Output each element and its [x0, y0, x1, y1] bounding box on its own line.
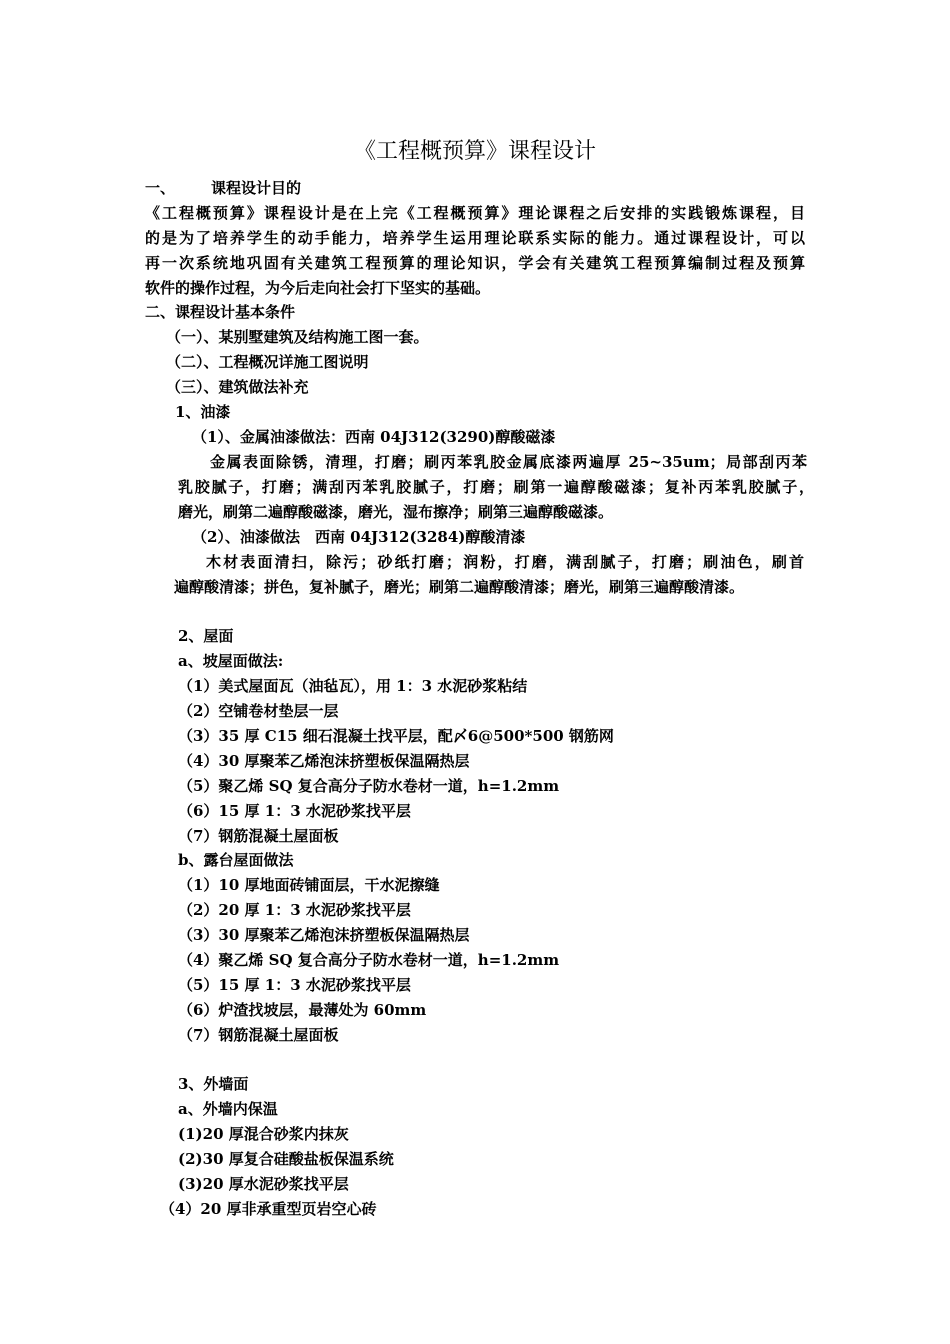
- paragraph-line: 软件的操作过程，为今后走向社会打下坚实的基础。: [145, 279, 491, 297]
- section-number: 一、: [145, 179, 176, 197]
- list-item: （1）美式屋面瓦（油毡瓦），用 1：3 水泥砂浆粘结: [178, 677, 528, 695]
- section-heading: 二、课程设计基本条件: [145, 303, 296, 321]
- page-title: 《工程概预算》课程设计: [353, 139, 596, 164]
- list-item: (2)30 厚复合硅酸盐板保温系统: [178, 1150, 394, 1168]
- list-item: （4）聚乙烯 SQ 复合高分子防水卷材一道，h=1.2mm: [178, 951, 560, 969]
- list-item: （三）、建筑做法补充: [166, 378, 309, 396]
- method-title: b、露台屋面做法: [178, 851, 294, 869]
- subsection-heading: 3、外墙面: [178, 1075, 249, 1093]
- list-item: (3)20 厚水泥砂浆找平层: [178, 1175, 349, 1193]
- list-item: （1）10 厚地面砖铺面层，干水泥擦缝: [178, 876, 440, 894]
- paragraph-line: 磨光，刷第二遍醇酸磁漆，磨光，湿布擦净；刷第三遍醇酸磁漆。: [178, 503, 614, 521]
- list-item: （2）20 厚 1：3 水泥砂浆找平层: [178, 901, 411, 919]
- paragraph-line: 乳胶腻子，打磨；满刮丙苯乳胶腻子，打磨；刷第一遍醇酸磁漆；复补丙苯乳胶腻子，: [178, 478, 814, 496]
- paragraph-line: 遍醇酸清漆；拼色，复补腻子，磨光；刷第二遍醇酸清漆；磨光，刷第三遍醇酸清漆。: [174, 578, 745, 596]
- method-title: （1）、金属油漆做法：西南 04J312(3290)醇酸磁漆: [192, 428, 556, 446]
- paragraph-line: 《工程概预算》课程设计是在上完《工程概预算》理论课程之后安排的实践锻炼课程，目: [145, 204, 805, 222]
- subsection-heading: 1、油漆: [175, 403, 231, 421]
- list-item: （3）35 厚 C15 细石混凝土找平层，配〆6@500*500 钢筋网: [178, 727, 614, 745]
- method-title: a、坡屋面做法:: [178, 652, 284, 670]
- list-item: （7）钢筋混凝土屋面板: [178, 827, 339, 845]
- paragraph-line: 金属表面除锈，清理，打磨；刷丙苯乳胶金属底漆两遍厚 25~35um；局部刮丙苯: [210, 453, 807, 471]
- list-item: （6）15 厚 1：3 水泥砂浆找平层: [178, 802, 411, 820]
- paragraph-line: 木材表面清扫，除污；砂纸打磨；润粉，打磨，满刮腻子，打磨；刷油色，刷首: [206, 553, 804, 571]
- list-item: (1)20 厚混合砂浆内抹灰: [178, 1125, 349, 1143]
- list-item: （2）空铺卷材垫层一层: [178, 702, 339, 720]
- paragraph-line: 的是为了培养学生的动手能力，培养学生运用理论联系实际的能力。通过课程设计，可以: [145, 229, 805, 247]
- list-item: （7）钢筋混凝土屋面板: [178, 1026, 339, 1044]
- method-title: a、外墙内保温: [178, 1100, 278, 1118]
- list-item: （二）、工程概况详施工图说明: [166, 353, 369, 371]
- list-item: （4）20 厚非承重型页岩空心砖: [160, 1200, 377, 1218]
- list-item: （6）炉渣找坡层，最薄处为 60mm: [178, 1001, 427, 1019]
- list-item: （3）30 厚聚苯乙烯泡沫挤塑板保温隔热层: [178, 926, 470, 944]
- list-item: （4）30 厚聚苯乙烯泡沫挤塑板保温隔热层: [178, 752, 470, 770]
- paragraph-line: 再一次系统地巩固有关建筑工程预算的理论知识，学会有关建筑工程预算编制过程及预算: [145, 254, 805, 272]
- method-title: （2）、油漆做法 西南 04J312(3284)醇酸清漆: [192, 528, 526, 546]
- list-item: （一）、某别墅建筑及结构施工图一套。: [166, 328, 429, 346]
- list-item: （5）15 厚 1：3 水泥砂浆找平层: [178, 976, 411, 994]
- subsection-heading: 2、屋面: [178, 627, 234, 645]
- list-item: （5）聚乙烯 SQ 复合高分子防水卷材一道，h=1.2mm: [178, 777, 560, 795]
- section-heading: 课程设计目的: [211, 179, 302, 197]
